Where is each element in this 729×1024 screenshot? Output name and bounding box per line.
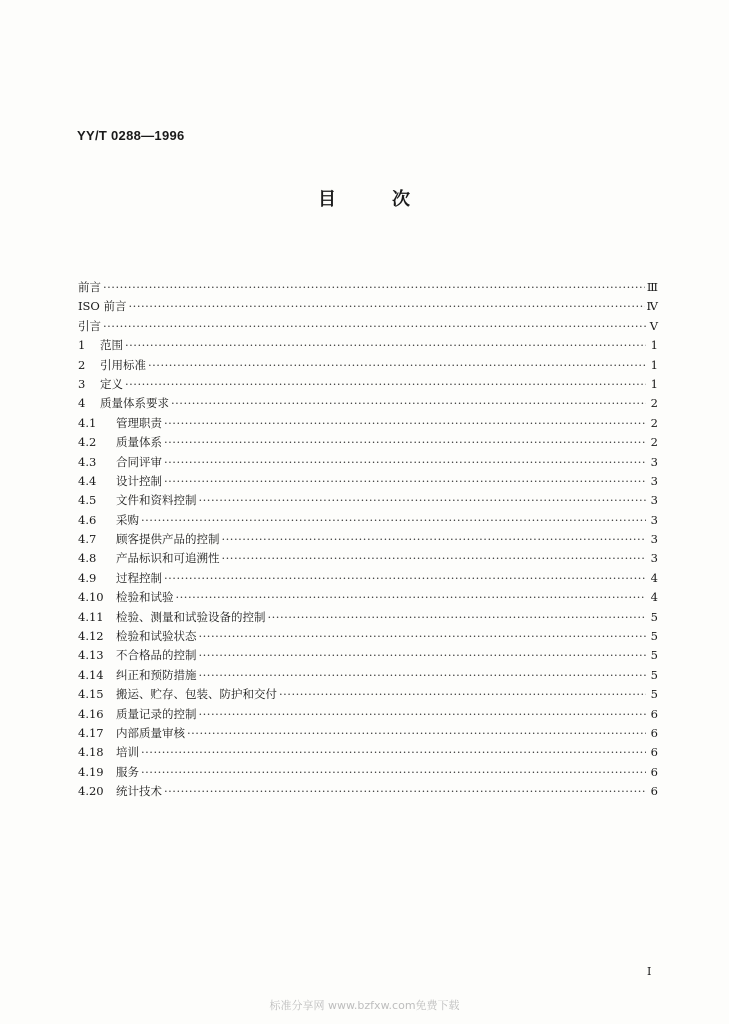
toc-entry-number: 1	[78, 338, 86, 353]
toc-entry[interactable]	[78, 667, 658, 686]
toc-entry-page: 6	[650, 784, 658, 799]
toc-entry-number: 4.1	[78, 415, 97, 430]
toc-entry-label: 文件和资料控制	[116, 493, 197, 508]
toc-entry[interactable]	[78, 764, 658, 783]
toc-entry[interactable]	[78, 647, 658, 666]
toc-entry-number: 4.6	[78, 512, 97, 527]
toc-entry-page: 1	[650, 376, 658, 391]
toc-dot-leader	[222, 532, 647, 546]
toc-entry-page: 5	[650, 667, 658, 682]
toc-dot-leader	[199, 629, 647, 643]
toc-entry[interactable]	[78, 686, 658, 705]
toc-dot-leader	[148, 358, 646, 372]
toc-entry-label: 培训	[116, 745, 139, 760]
toc-dot-leader	[125, 377, 646, 391]
toc-entry-number: 4.9	[78, 570, 97, 585]
toc-entry-label: 内部质量审核	[116, 725, 185, 740]
toc-entry-label: 顾客提供产品的控制	[116, 532, 220, 547]
toc-entry[interactable]	[78, 744, 658, 763]
toc-entry-number: 4.4	[78, 473, 97, 488]
toc-entry-page: Ⅳ	[646, 299, 658, 314]
toc-entry[interactable]	[78, 628, 658, 647]
toc-entry-number: 4.20	[78, 784, 104, 799]
toc-entry-page: 3	[650, 493, 658, 508]
toc-entry[interactable]	[78, 706, 658, 725]
toc-entry[interactable]	[78, 473, 658, 492]
toc-dot-leader	[164, 455, 646, 469]
toc-entry[interactable]	[78, 454, 658, 473]
toc-entry-number: 4.16	[78, 706, 104, 721]
toc-entry-label: 定义	[100, 376, 123, 391]
toc-dot-leader	[164, 784, 646, 798]
toc-entry-label: 引言	[78, 318, 101, 333]
toc-entry-label: 检验和试验	[116, 590, 174, 605]
toc-entry-label: 质量体系要求	[100, 396, 169, 411]
page-number: I	[647, 965, 652, 978]
title-char-2: 次	[392, 189, 410, 210]
toc-entry[interactable]	[78, 415, 658, 434]
toc-entry-page: 5	[650, 609, 658, 624]
toc-entry-label: 前言	[78, 280, 101, 294]
toc-entry-page: 4	[650, 590, 658, 605]
toc-dot-leader	[199, 668, 647, 682]
toc-entry-page: 2	[650, 396, 658, 411]
toc-entry[interactable]	[78, 492, 658, 511]
toc-entry[interactable]	[78, 550, 658, 569]
toc-entry-number: 4.17	[78, 725, 104, 740]
toc-entry-number: 3	[78, 376, 86, 391]
toc-entry-page: 1	[650, 357, 658, 372]
toc-dot-leader	[199, 648, 647, 662]
toc-entry[interactable]	[78, 434, 658, 453]
toc-entry-number: 4.7	[78, 532, 97, 547]
toc-dot-leader	[103, 280, 645, 294]
toc-dot-leader	[141, 765, 646, 779]
toc-dot-leader	[129, 299, 645, 313]
toc-entry[interactable]	[78, 725, 658, 744]
toc-entry-label: 搬运、贮存、包装、防护和交付	[116, 687, 277, 702]
toc-entry-page: 6	[650, 764, 658, 779]
toc-entry-page: 3	[650, 551, 658, 566]
toc-entry-label: 统计技术	[116, 784, 162, 799]
toc-entry[interactable]	[78, 783, 658, 802]
toc-entry-label: 管理职责	[116, 415, 162, 430]
toc-entry-page: Ⅴ	[649, 318, 658, 333]
toc-entry-page: 6	[650, 706, 658, 721]
toc-entry-number: 4.10	[78, 590, 104, 605]
toc-entry-label: ISO 前言	[78, 299, 127, 314]
toc-dot-leader	[171, 396, 646, 410]
toc-entry-label: 质量体系	[116, 435, 162, 450]
toc-entry-number: 4.8	[78, 551, 97, 566]
toc-entry[interactable]	[78, 298, 658, 317]
standard-code: YY/T 0288—1996	[77, 128, 185, 143]
toc-entry[interactable]	[78, 609, 658, 628]
toc-entry[interactable]	[78, 357, 658, 376]
toc-entry-number: 4.11	[78, 609, 104, 624]
toc-entry-label: 范围	[100, 338, 123, 353]
toc-entry[interactable]	[78, 279, 658, 298]
table-of-contents	[78, 279, 658, 803]
toc-dot-leader	[164, 571, 646, 585]
toc-dot-leader	[164, 474, 646, 488]
toc-dot-leader	[164, 435, 646, 449]
toc-entry-number: 4.14	[78, 667, 104, 682]
toc-entry[interactable]	[78, 376, 658, 395]
toc-entry-label: 设计控制	[116, 473, 162, 488]
toc-dot-leader	[222, 551, 647, 565]
toc-entry-number: 4.19	[78, 764, 104, 779]
toc-entry-number: 4.18	[78, 745, 104, 760]
toc-entry[interactable]	[78, 589, 658, 608]
toc-dot-leader	[199, 493, 647, 507]
toc-entry-label: 纠正和预防措施	[116, 667, 197, 682]
toc-entry-label: 不合格品的控制	[116, 648, 197, 663]
toc-dot-leader	[141, 745, 646, 759]
toc-entry-label: 质量记录的控制	[116, 706, 197, 721]
toc-entry[interactable]	[78, 512, 658, 531]
toc-entry-page: 3	[650, 454, 658, 469]
toc-entry-page: 3	[650, 512, 658, 527]
toc-entry-number: 4	[78, 396, 86, 411]
toc-entry-number: 4.5	[78, 493, 97, 508]
toc-dot-leader	[103, 319, 646, 333]
toc-entry-label: 合同评审	[116, 454, 162, 469]
toc-entry-page: 2	[650, 435, 658, 450]
toc-entry-page: 6	[650, 725, 658, 740]
toc-entry-label: 过程控制	[116, 570, 162, 585]
toc-dot-leader	[176, 590, 647, 604]
toc-dot-leader	[279, 687, 646, 701]
toc-dot-leader	[187, 726, 646, 740]
toc-entry-page: 5	[650, 648, 658, 663]
title-char-1: 目	[318, 189, 336, 210]
toc-entry-page: 5	[650, 687, 658, 702]
page-title	[318, 185, 410, 211]
toc-dot-leader	[141, 513, 646, 527]
toc-entry-page: 3	[650, 473, 658, 488]
toc-entry-page: 5	[650, 629, 658, 644]
toc-entry-number: 4.2	[78, 435, 97, 450]
toc-entry-label: 服务	[116, 764, 139, 779]
toc-dot-leader	[199, 707, 647, 721]
toc-entry[interactable]	[78, 395, 658, 414]
toc-entry-number: 4.13	[78, 648, 104, 663]
toc-dot-leader	[164, 416, 646, 430]
toc-entry-page: 1	[650, 338, 658, 353]
toc-entry-page: Ⅲ	[646, 280, 658, 294]
toc-entry-page: 3	[650, 532, 658, 547]
toc-entry-page: 6	[650, 745, 658, 760]
watermark: 标准分享网 www.bzfxw.com免费下载	[269, 999, 460, 1012]
toc-entry-number: 4.15	[78, 687, 104, 702]
toc-entry-page: 2	[650, 415, 658, 430]
toc-entry-number: 4.3	[78, 454, 97, 469]
toc-dot-leader	[268, 610, 647, 624]
toc-entry[interactable]	[78, 570, 658, 589]
toc-entry-label: 检验、测量和试验设备的控制	[116, 609, 266, 624]
toc-entry-page: 4	[650, 570, 658, 585]
toc-entry-label: 引用标准	[100, 357, 146, 372]
toc-entry-label: 产品标识和可追溯性	[116, 551, 220, 566]
toc-entry[interactable]	[78, 531, 658, 550]
toc-entry-label: 采购	[116, 512, 139, 527]
toc-entry-label: 检验和试验状态	[116, 629, 197, 644]
toc-entry-number: 2	[78, 357, 86, 372]
toc-entry-number: 4.12	[78, 629, 104, 644]
toc-entry[interactable]	[78, 318, 658, 337]
toc-entry[interactable]	[78, 337, 658, 356]
toc-dot-leader	[125, 338, 646, 352]
